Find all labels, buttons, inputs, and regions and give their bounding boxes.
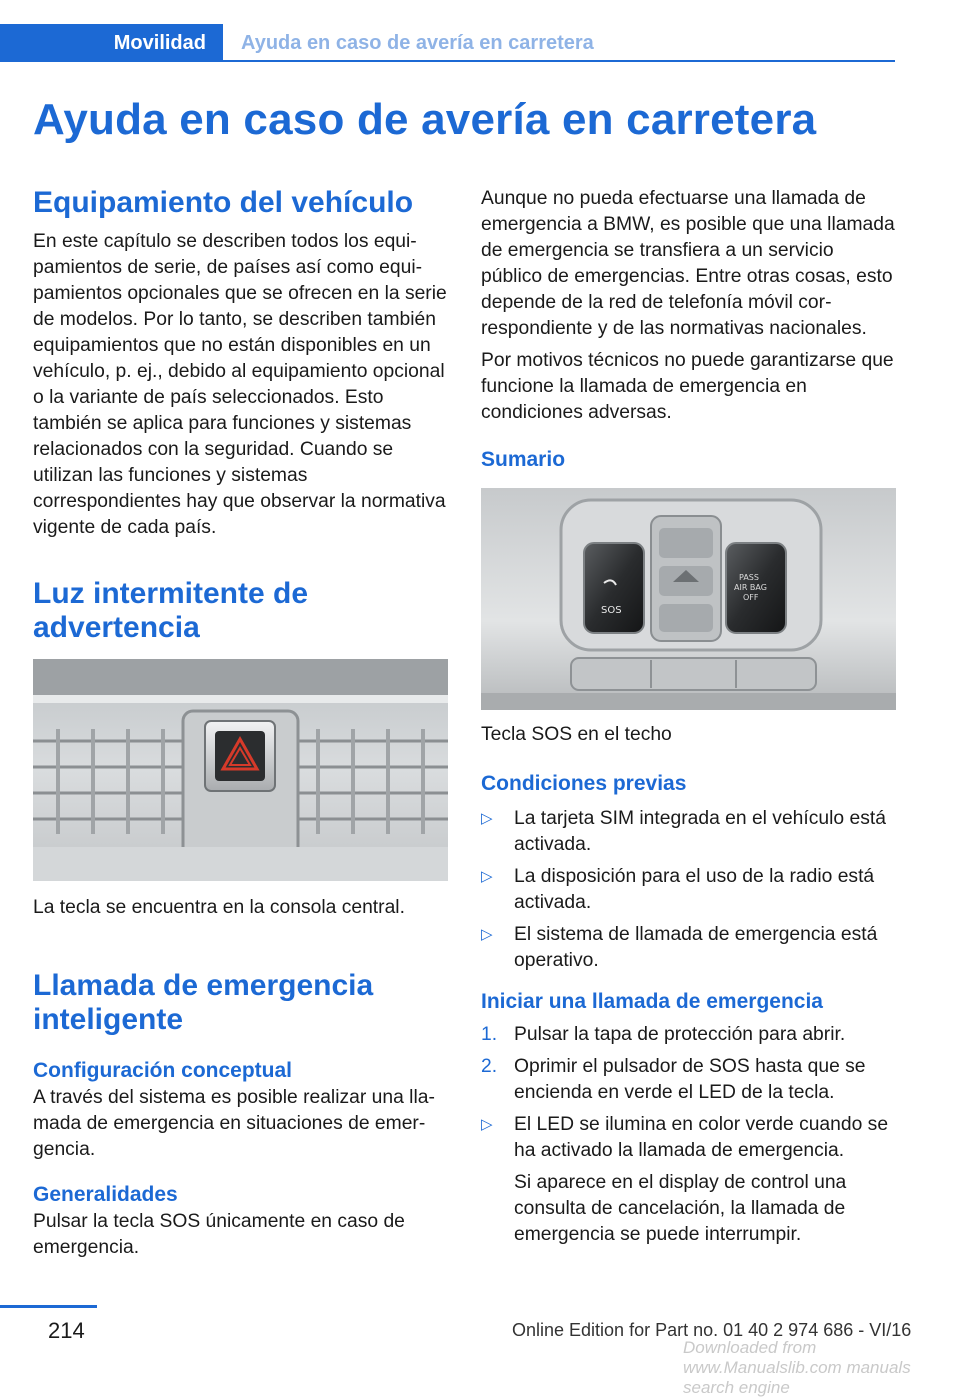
- header-rule: [223, 60, 895, 62]
- start-call-heading: Iniciar una llamada de emergencia: [481, 990, 823, 1013]
- list-item: ▷ El sistema de llamada de emergencia está operativo.: [481, 924, 878, 971]
- sos-button-figure: [481, 488, 896, 710]
- technical-text: Por motivos técnicos no puede garantizarse que funcione la llamada de emergencia en condiciones adversas.: [481, 350, 894, 423]
- hazard-heading: Luz intermitente de advertencia: [33, 577, 309, 644]
- led-note-list: [481, 1112, 896, 1164]
- sos-label: SOS: [601, 605, 622, 616]
- list-item: ▷ El LED se ilumina en color verde cuando se ha activado la llamada de emergencia.: [481, 1114, 889, 1161]
- page-title: Ayuda en caso de avería en carretera: [33, 95, 817, 144]
- footer-rule: [0, 1305, 97, 1308]
- intro-text: Aunque no pueda efectuarse una llamada de emergencia a BMW, es posible que una llamada de emergencia se transfiera a un servicio público de emergencias. Entre otras cosas, esto depende de la red de telefonía móvil correspondiente y de las normativas nacionales.: [481, 188, 895, 339]
- list-item: 2. Oprimir el pulsador de SOS hasta que se encienda en verde el LED de la tecla.: [481, 1056, 866, 1103]
- summary-heading: Sumario: [481, 448, 566, 471]
- equipment-text: En este capítulo se describen todos los equipamientos de serie, de países así como equipamientos opcionales que se ofrecen en la serie de modelos. Por lo tanto, se describen también equipamientos que no están disponibles en un vehículo, p. ej., debido al equipamiento opcional o la variante de país seleccionados. Esto también se aplica para funciones y sistemas relacionados con la seguridad. Cuando se utilizan las funciones y sistemas correspondientes hay que observar la normativa vigente de cada país.: [33, 231, 447, 538]
- list-item: ▷ La disposición para el uso de la radio está activada.: [481, 866, 875, 913]
- list-item: 1. Pulsar la tapa de protección para abrir.: [481, 1022, 896, 1048]
- airbag-label-3: OFF: [743, 593, 759, 602]
- concept-text: A través del sistema es posible realizar una llamada de emergencia en situaciones de emergencia.: [33, 1087, 435, 1160]
- conditions-list: [481, 806, 896, 974]
- hazard-console-illustration: [33, 659, 448, 881]
- concept-heading: Configuración conceptual: [33, 1059, 293, 1082]
- step-number: 2.: [481, 1056, 498, 1077]
- chapter-tab[interactable]: Ayuda en caso de avería en carretera: [241, 31, 594, 54]
- left-column: [33, 186, 448, 1261]
- triangle-bullet-icon: ▷: [481, 1116, 493, 1133]
- summary-caption: Tecla SOS en el techo: [481, 724, 672, 745]
- steps-list: [481, 1022, 896, 1106]
- general-text: Pulsar la tecla SOS únicamente en caso de emergencia.: [33, 1211, 405, 1258]
- airbag-label-1: PASS: [739, 573, 759, 582]
- conditions-heading: Condiciones previas: [481, 772, 687, 795]
- watermark: Downloaded from www.Manualslib.com manuals search engine: [683, 1338, 911, 1397]
- airbag-label-2: AIR BAG: [734, 583, 767, 592]
- hazard-caption: La tecla se encuentra en la consola central.: [33, 897, 405, 918]
- list-item: ▷ La tarjeta SIM integrada en el vehículo está activada.: [481, 808, 886, 855]
- equipment-heading: Equipamiento del vehículo: [33, 186, 414, 219]
- edition-text: Online Edition for Part no. 01 40 2 974 686 - VI/16: [512, 1320, 912, 1340]
- sos-roof-illustration: [481, 488, 896, 710]
- right-column: [481, 186, 896, 1248]
- general-heading: Generalidades: [33, 1183, 178, 1206]
- triangle-bullet-icon: ▷: [481, 810, 493, 827]
- emergency-heading: Llamada de emergencia inteligente: [33, 969, 374, 1036]
- triangle-bullet-icon: ▷: [481, 926, 493, 943]
- led-note-extra: Si aparece en el display de control una consulta de cancelación, la llamada de emergencia se puede interrumpir.: [514, 1172, 847, 1245]
- page-number: 214: [48, 1318, 85, 1343]
- hazard-button-figure: [33, 659, 448, 881]
- section-tab[interactable]: Movilidad: [0, 24, 223, 62]
- step-number: 1.: [481, 1024, 498, 1045]
- triangle-bullet-icon: ▷: [481, 868, 493, 885]
